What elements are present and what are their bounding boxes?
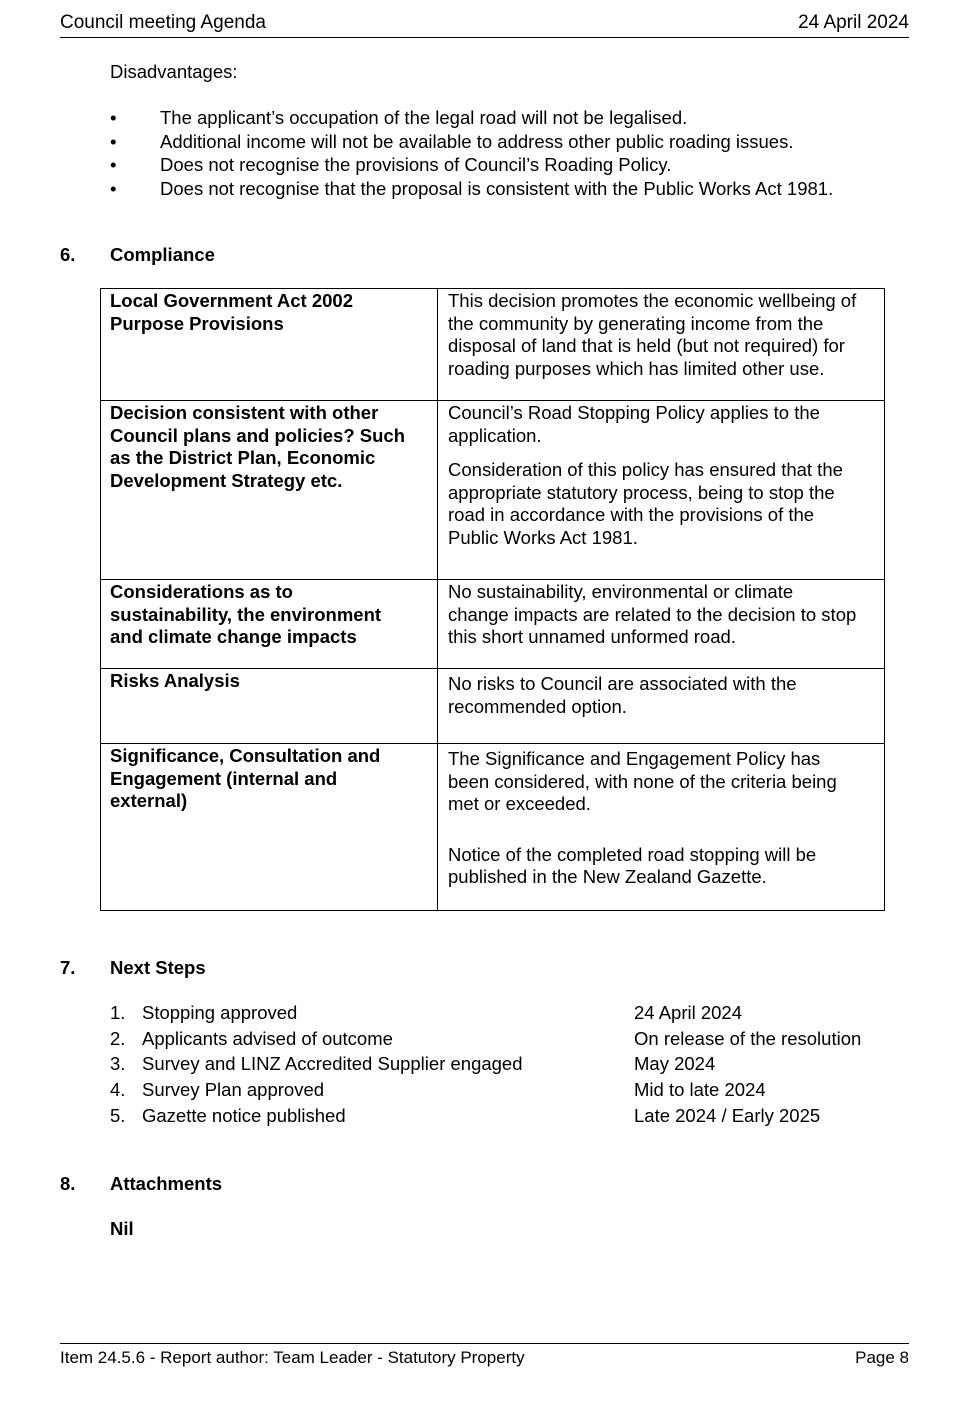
value-line: met or exceeded. [448,793,591,814]
section-number: 7. [60,957,76,978]
list-item [110,1103,910,1129]
step-timing: On release of the resolution [634,1027,862,1049]
table-row [101,401,885,580]
value-line: roading purposes which has limited other use. [448,357,825,379]
value-line: appropriate statutory process, being to stop the [448,481,835,503]
value-line: the community by generating income from the [448,312,824,334]
table-row [101,669,885,744]
value-line: Council’s Road Stopping Policy applies to the [448,402,820,423]
section-title-compliance: Compliance [110,244,215,265]
step-description: Applicants advised of outcome [142,1027,393,1049]
disadvantages-list [110,106,833,200]
label-line: sustainability, the environment [110,603,382,625]
row-label [101,289,438,401]
label-line: Purpose Provisions [110,312,284,334]
header-date: 24 April 2024 [798,12,909,33]
page-footer [60,1343,909,1367]
table-row [101,744,885,911]
list-item [110,1000,910,1026]
value-line: No risks to Council are associated with the [448,673,797,694]
value-line: recommended option. [448,695,627,717]
label-line: and climate change impacts [110,626,357,647]
step-timing: Late 2024 / Early 2025 [634,1104,821,1126]
value-line: Notice of the completed road stopping will be [448,843,817,865]
step-number: 4. [110,1079,126,1101]
value-line: application. [448,424,542,446]
label-line: Decision consistent with other [110,402,379,423]
label-line: Local Government Act 2002 [110,290,353,311]
label-line: as the District Plan, Economic [110,447,376,468]
list-item: • Additional income will not be available to address other public roading issues. [110,130,833,154]
value-line: been considered, with none of the criteria being [448,770,837,792]
label-line: Significance, Consultation and [110,745,381,766]
row-value [438,669,885,744]
value-line: This decision promotes the economic wellbeing of [448,290,857,311]
row-label [101,669,438,744]
step-timing: 24 April 2024 [634,1002,743,1023]
value-line: Consideration of this policy has ensured that the [448,459,843,480]
table-row [101,580,885,669]
next-steps-list [110,1000,910,1128]
page-header [60,12,909,38]
label-line: Considerations as to [110,581,293,602]
list-item: • Does not recognise that the proposal is consistent with the Public Works Act 1981. [110,177,833,201]
step-description: Survey and LINZ Accredited Supplier engaged [142,1053,523,1075]
row-label [101,580,438,669]
value-line: disposal of land that is held (but not required) for [448,335,845,356]
step-number: 1. [110,1002,126,1023]
list-item: • The applicant’s occupation of the legal road will not be legalised. [110,106,833,130]
step-number: 5. [110,1104,126,1126]
label-line: Council plans and policies? Such [110,424,406,446]
header-title: Council meeting Agenda [60,12,266,33]
value-line: road in accordance with the provisions of the [448,504,815,525]
list-item [110,1026,910,1052]
compliance-table [100,288,885,911]
attachments-value: Nil [110,1218,134,1239]
label-line: external) [110,790,188,811]
row-value [438,580,885,669]
value-line: published in the New Zealand Gazette. [448,866,767,887]
value-line: Public Works Act 1981. [448,526,638,548]
section-number: 8. [60,1173,76,1194]
step-description: Gazette notice published [142,1104,346,1126]
step-timing: May 2024 [634,1053,716,1075]
section-title-next-steps: Next Steps [110,957,206,978]
value-line: No sustainability, environmental or climate [448,581,794,602]
value-line: this short unnamed unformed road. [448,626,736,647]
disadvantages-heading: Disadvantages: [110,61,238,82]
page-number: Page 8 [855,1348,909,1367]
list-item: • Does not recognise the provisions of Council’s Roading Policy. [110,153,833,177]
section-number: 6. [60,244,76,265]
row-value [438,289,885,401]
value-line: The Significance and Engagement Policy has [448,748,821,769]
table-row [101,289,885,401]
label-line: Engagement (internal and [110,767,338,789]
step-timing: Mid to late 2024 [634,1079,766,1101]
step-number: 2. [110,1027,126,1049]
value-line: change impacts are related to the decision to stop [448,603,857,625]
list-item [110,1051,910,1077]
section-title-attachments: Attachments [110,1173,223,1194]
row-label [101,744,438,911]
footer-item: Item 24.5.6 - Report author: Team Leader - Statutory Property [60,1348,525,1367]
row-value [438,401,885,580]
row-label [101,401,438,580]
step-description: Stopping approved [142,1002,298,1023]
label-line: Development Strategy etc. [110,469,343,491]
label-line: Risks Analysis [110,670,240,691]
step-number: 3. [110,1053,126,1075]
list-item [110,1077,910,1103]
row-value [438,744,885,911]
step-description: Survey Plan approved [142,1079,325,1101]
